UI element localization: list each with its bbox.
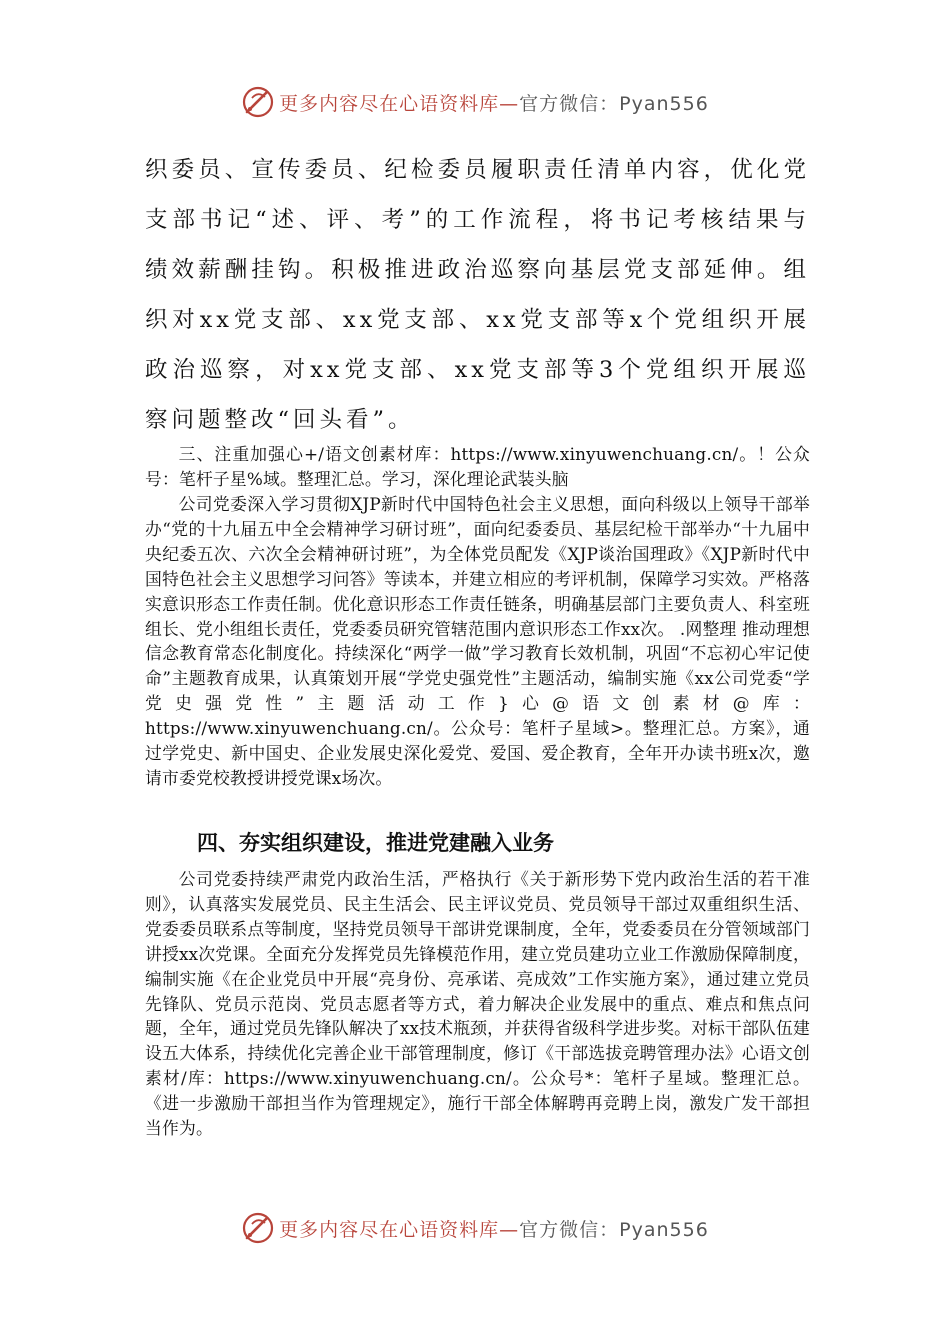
paragraph-3: 公司党委深入学习贯彻XJP新时代中国特色社会主义思想，面向科级以上领导干部举办“党的十九届五中全会精神学习研讨班”，面向纪委委员、基层纪检干部举办“十九届中央纪委五次、六次全会精神研讨班”，为全体党员配发《XJP谈治国理政》《XJP新时代中国特色社会主义思想学习问答》等读本，并建立相应的考评机制，保障学习实效。严格落实意识形态工作责任制。优化意识形态工作责任链条，明确基层部门主要负责人、科室班组长、党小组组长责任，党委委员研究管辖范围内意识形态工作xx次。 .网整理 推动理想信念教育常态化制度化。持续深化“两学一做”学习教育长效机制，巩固“不忘初心牢记使命”主题教育成果，认真策划开展“学党史强党性”主题活动，编制实施《xx公司党委“学党史强党性”主题活动工作}心@语文创素材@库：https://www.xinyuwenchuang.cn/。公众号：笔杆子星域>。整理汇总。方案》，通过学党史、新中国史、企业发展史深化爱党、爱国、爱企教育，全年开办读书班x次，邀请市委党校教授讲授党课x场次。 bbox=[145, 494, 810, 788]
section-heading: 四、夯实组织建设，推进党建融入业务 bbox=[197, 831, 554, 855]
stylized-pen-logo-icon bbox=[241, 1211, 275, 1245]
banner-text: 更多内容尽在心语资料库—官方微信：Pyan556 bbox=[279, 1218, 709, 1241]
banner-wechat: 官方微信：Pyan556 bbox=[519, 1218, 709, 1241]
paragraph-2: 三、注重加强心+/语文创素材库：https://www.xinyuwenchuang.cn/。！公众号：笔杆子星%域。整理汇总。学习，深化理论武装头脑 bbox=[145, 444, 810, 489]
header-banner bbox=[0, 82, 950, 122]
paragraph-4: 公司党委持续严肃党内政治生活，严格执行《关于新形势下党内政治生活的若干准则》，认真落实发展党员、民主生活会、民主评议党员、党员领导干部过双重组织生活、党委委员联系点等制度，坚持党员领导干部讲党课制度，全年，党委委员在分管领域部门讲授xx次党课。全面充分发挥党员先锋模范作用，建立党员建功立业工作激励保障制度，编制实施《在企业党员中开展“亮身份、亮承诺、亮成效”工作实施方案》，通过建立党员先锋队、党员示范岗、党员志愿者等方式，着力解决企业发展中的重点、难点和焦点问题，全年，通过党员先锋队解决了xx技术瓶颈，并获得省级科学进步奖。对标干部队伍建设五大体系，持续优化完善企业干部管理制度，修订《干部选拔竞聘管理办法》心语文创素材/库：https://www.xinyuwenchuang.cn/。公众号*：笔杆子星域。整理汇总。《进一步激励干部担当作为管理规定》，施行干部全体解聘再竞聘上岗，激发广发干部担当作为。 bbox=[145, 869, 810, 1139]
stylized-pen-logo-icon bbox=[241, 85, 275, 119]
banner-wechat: 官方微信：Pyan556 bbox=[519, 92, 709, 115]
banner-text: 更多内容尽在心语资料库—官方微信：Pyan556 bbox=[279, 92, 709, 115]
footer-banner bbox=[0, 1208, 950, 1248]
paragraph-1: 织委员、宣传委员、纪检委员履职责任清单内容，优化党支部书记“述、评、考”的工作流程，将书记考核结果与绩效薪酬挂钩。积极推进政治巡察向基层党支部延伸。组织对xx党支部、xx党支部、xx党支部等x个党组织开展政治巡察，对xx党支部、xx党支部等3个党组织开展巡察问题整改“回头看”。 bbox=[145, 157, 810, 433]
